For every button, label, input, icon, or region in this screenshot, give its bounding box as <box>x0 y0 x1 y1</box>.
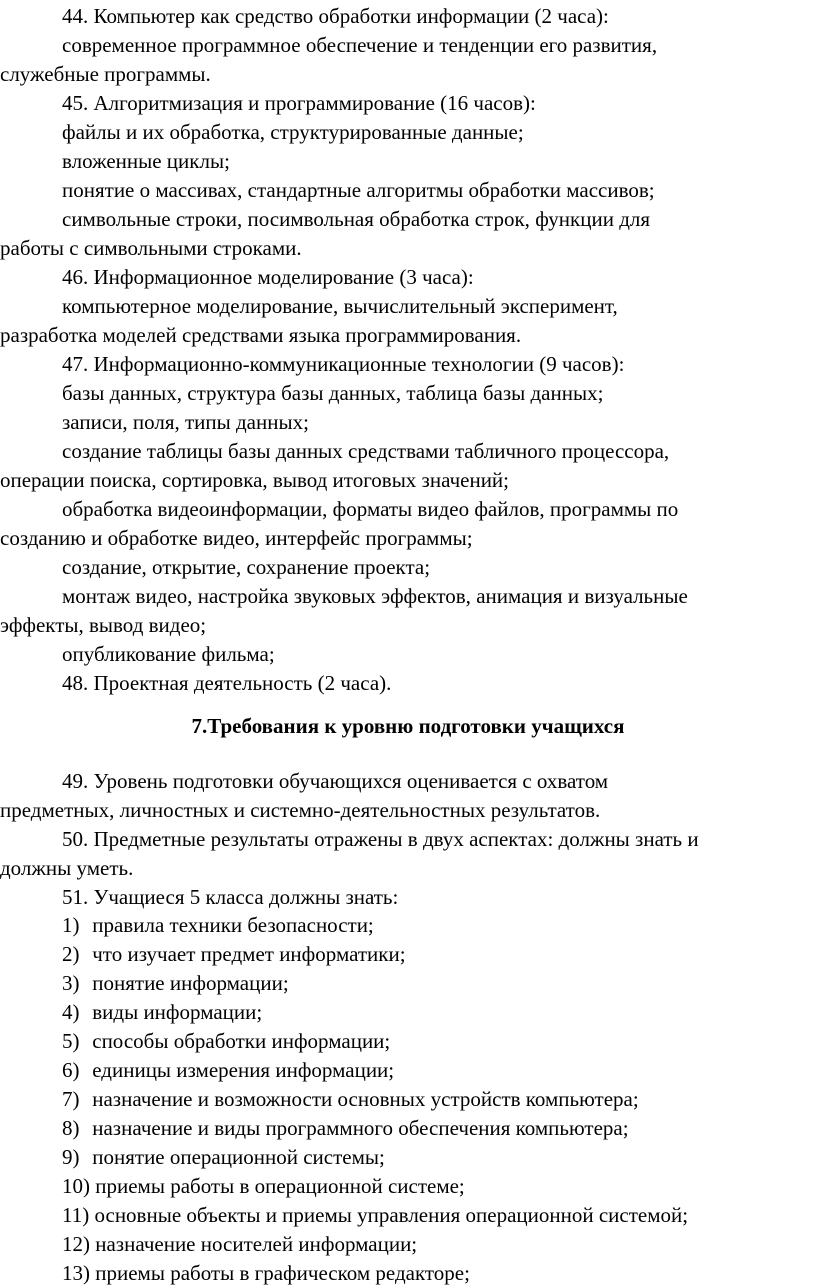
list-item <box>62 1259 470 1287</box>
item-45-line-4: символьные строки, посимвольная обработка строк, функции для <box>62 207 651 231</box>
item-44-title: 44. Компьютер как средство обработки информации (2 часа): <box>62 4 609 28</box>
list-item <box>62 1230 417 1258</box>
item-47-line-3: создание таблицы базы данных средствами табличного процессора, <box>62 439 670 463</box>
item-47-line-7: создание, открытие, сохранение проекта; <box>62 555 431 579</box>
item-44-line-2: служебные программы. <box>0 62 211 86</box>
item-47-line-2: записи, поля, типы данных; <box>62 410 309 434</box>
list-item <box>62 1114 629 1142</box>
list-item-text: основные объекты и приемы управления операционной системой; <box>94 1203 689 1227</box>
list-item <box>62 940 406 968</box>
item-46-line-1: компьютерное моделирование, вычислительный эксперимент, <box>62 294 618 318</box>
list-item <box>62 1027 390 1055</box>
list-item <box>62 1172 465 1200</box>
item-47-line-6: созданию и обработке видео, интерфейс программы; <box>0 526 473 550</box>
item-48-title: 48. Проектная деятельность (2 часа). <box>62 671 392 695</box>
list-item-number: 13) <box>62 1261 90 1285</box>
list-item-number: 5) <box>62 1029 80 1053</box>
item-47-line-9: эффекты, вывод видео; <box>0 613 207 637</box>
list-item-number: 11) <box>62 1203 90 1227</box>
item-47-line-10: опубликование фильма; <box>62 642 275 666</box>
list-item-text: что изучает предмет информатики; <box>92 942 406 966</box>
item-46-title: 46. Информационное моделирование (3 часа): <box>62 265 474 289</box>
list-item-text: назначение носителей информации; <box>95 1232 418 1256</box>
item-47-title: 47. Информационно-коммуникационные технологии (9 часов): <box>62 352 625 376</box>
list-item-number: 2) <box>62 942 80 966</box>
item-47-line-8: монтаж видео, настройка звуковых эффектов, анимация и визуальные <box>62 584 688 608</box>
list-item-number: 6) <box>62 1058 80 1082</box>
list-item-number: 7) <box>62 1087 80 1111</box>
para-50-line-2: должны уметь. <box>0 856 134 880</box>
list-item-number: 9) <box>62 1145 80 1169</box>
list-item-text: приемы работы в операционной системе; <box>95 1174 465 1198</box>
list-item-number: 3) <box>62 971 80 995</box>
list-item <box>62 1201 688 1229</box>
list-item-text: правила техники безопасности; <box>92 913 374 937</box>
para-49-line-2: предметных, личностных и системно-деятельностных результатов. <box>0 798 601 822</box>
list-item <box>62 911 374 939</box>
item-47-line-1: базы данных, структура базы данных, таблица базы данных; <box>62 381 604 405</box>
para-50-line-1: 50. Предметные результаты отражены в двух аспектах: должны знать и <box>62 827 699 851</box>
list-item-text: назначение и возможности основных устройств компьютера; <box>92 1087 639 1111</box>
list-item-number: 1) <box>62 913 80 937</box>
list-item-number: 8) <box>62 1116 80 1140</box>
item-47-line-5: обработка видеоинформации, форматы видео файлов, программы по <box>62 497 679 521</box>
list-item-number: 10) <box>62 1174 90 1198</box>
list-item-text: понятие информации; <box>92 971 289 995</box>
item-44-line-1: современное программное обеспечение и тенденции его развития, <box>62 33 658 57</box>
section-7-heading: 7.Требования к уровню подготовки учащихся <box>191 714 625 738</box>
para-51-title: 51. Учащиеся 5 класса должны знать: <box>62 885 399 909</box>
item-45-line-2: вложенные циклы; <box>62 149 230 173</box>
item-46-line-2: разработка моделей средствами языка программирования. <box>0 323 522 347</box>
list-item-number: 12) <box>62 1232 90 1256</box>
list-item <box>62 1085 639 1113</box>
list-item-text: виды информации; <box>92 1000 263 1024</box>
list-item <box>62 1056 394 1084</box>
list-item-number: 4) <box>62 1000 80 1024</box>
list-item-text: назначение и виды программного обеспечения компьютера; <box>92 1116 629 1140</box>
item-45-line-1: файлы и их обработка, структурированные данные; <box>62 120 524 144</box>
item-45-title: 45. Алгоритмизация и программирование (16 часов): <box>62 91 536 115</box>
list-item <box>62 1143 385 1171</box>
item-45-line-3: понятие о массивах, стандартные алгоритмы обработки массивов; <box>62 178 655 202</box>
list-item <box>62 969 289 997</box>
item-47-line-4: операции поиска, сортировка, вывод итоговых значений; <box>0 468 510 492</box>
list-item-text: понятие операционной системы; <box>92 1145 385 1169</box>
list-item-text: единицы измерения информации; <box>92 1058 395 1082</box>
item-45-line-5: работы с символьными строками. <box>0 236 302 260</box>
para-49-line-1: 49. Уровень подготовки обучающихся оценивается с охватом <box>62 769 609 793</box>
list-item-text: приемы работы в графическом редакторе; <box>95 1261 470 1285</box>
list-item <box>62 998 262 1026</box>
list-item-text: способы обработки информации; <box>92 1029 391 1053</box>
